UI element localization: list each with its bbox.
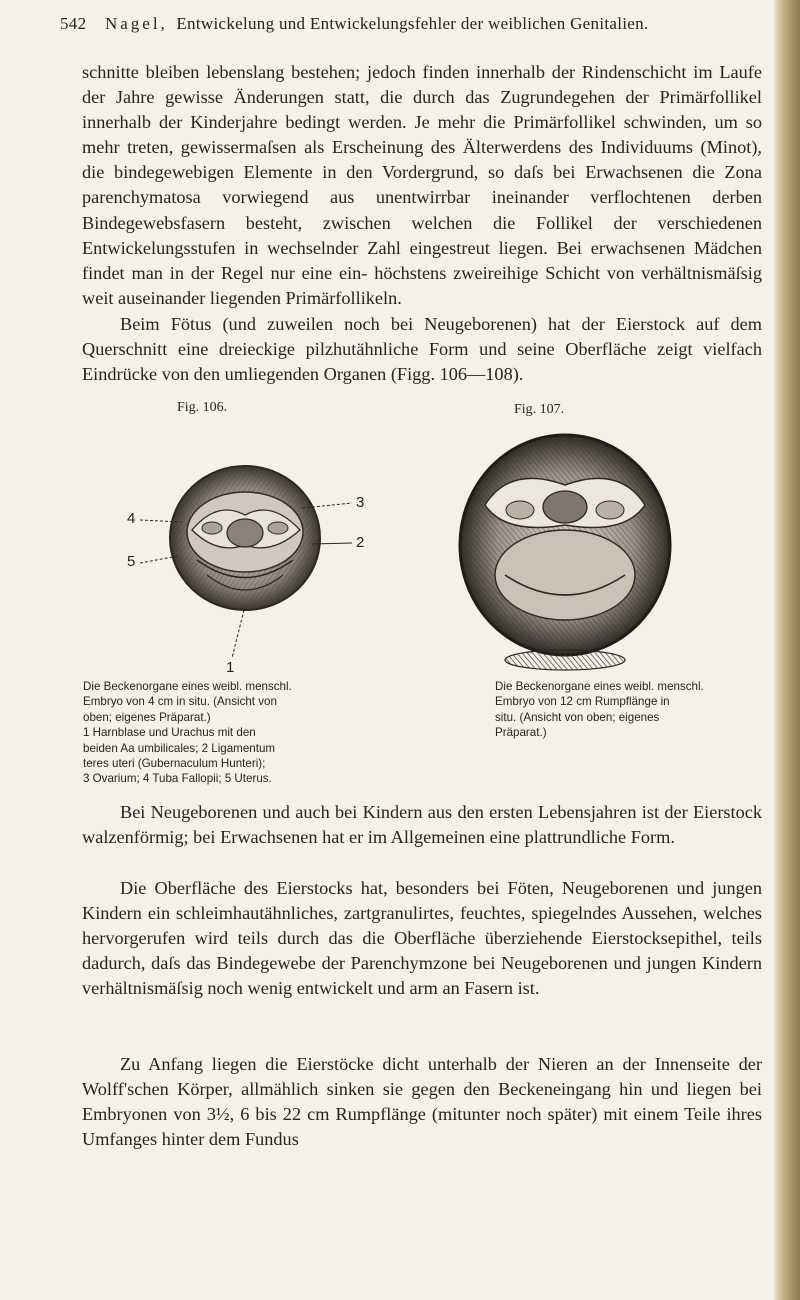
fig-107-caption-line: situ. (Ansicht von oben; eigenes xyxy=(495,710,660,724)
fig-106-caption-line: teres uteri (Gubernaculum Hunteri); xyxy=(83,757,266,771)
paragraph-4: Die Oberfläche des Eierstocks hat, besonders bei Föten, Neugeborenen und jungen Kindern ein schleimhautähnliches, zartgranulirtes, feuchtes, spiegelndes Aussehen, welches hervorgerufen wird teils durch das die Oberfläche überziehende Eierstocksepithel, teils dadurch, daſs das Bindegewebe der Parenchymzone bei Neugeborenen und jungen Kindern verhältnismäſsig noch wenig entwickelt und arm an Fasern ist. xyxy=(82,878,762,999)
fig-106-callout-3: 3 xyxy=(356,494,365,511)
fig-106-callout-5: 5 xyxy=(127,553,136,570)
fig-106-callout-1: 1 xyxy=(226,659,235,676)
fig-106-caption-line: 3 Ovarium; 4 Tuba Fallopii; 5 Uterus. xyxy=(83,772,272,786)
fig-106-caption-line: 1 Harnblase und Urachus mit den xyxy=(83,726,256,740)
fig-106-caption-line: Embryo von 4 cm in situ. (Ansicht von xyxy=(83,695,277,709)
paragraph-2: Beim Fötus (und zuweilen noch bei Neugeborenen) hat der Eierstock auf dem Querschnitt eine dreieckige pilzhutähnliche Form und seine Oberfläche zeigt vielfach Eindrücke von den umliegenden Organen (Figg. 106—108). xyxy=(82,314,762,385)
fig-107-caption-line: Die Beckenorgane eines weibl. menschl. xyxy=(495,680,704,693)
header-author: Nagel, xyxy=(104,14,168,33)
fig-106-label: Fig. 106. xyxy=(177,400,228,415)
page-edge-shadow xyxy=(774,0,800,1300)
fig-107-caption-line: Präparat.) xyxy=(495,726,547,740)
paragraph-5: Zu Anfang liegen die Eierstöcke dicht unterhalb der Nieren an der Innenseite der Wolff'schen Körper, allmählich sinken sie gegen den Beckeneingang hin und liegen bei Embryonen von 3½, 6 bis 22 cm Rumpflänge (mitunter noch später) mit einem Teile ihres Umfanges hinter dem Fundus xyxy=(82,1054,762,1150)
fig-106-caption-line: oben; eigenes Präparat.) xyxy=(83,710,211,724)
fig-106-caption xyxy=(83,679,292,787)
fig-106-callout-4: 4 xyxy=(127,510,136,527)
fig-106-illustration xyxy=(112,420,382,670)
fig-107-label: Fig. 107. xyxy=(514,402,565,417)
paragraph-1: schnitte bleiben lebenslang bestehen; jedoch finden innerhalb der Rindenschicht im Laufe der Jahre gewisse Änderungen statt, die durch das Zugrundegehen der Primärfollikel innerhalb der Kinderjahre bedingt werden. Je mehr die Primärfollikel schwinden, um so mehr treten, gewissermaſsen als Erscheinung des Älterwerdens des Individuums (Minot), die bindegewebigen Elemente in den Vordergrund, so daſs bei Erwachsenen die Zona parenchymatosa vorwiegend aus unentwirrbar ineinander verflochtenen derben Bindegewebsfasern besteht, zwischen welchen die Follikel der verschiedenen Entwickelungsstufen in wechselnder Zahl eingestreut liegen. Bei erwachsenen Mädchen findet man in der Regel nur eine ein- höchstens zweireihige Schicht von verhältnismäſsig weit auseinander liegenden Primärfollikeln. xyxy=(82,62,762,308)
fig-106-caption-line: beiden Aa umbilicales; 2 Ligamentum xyxy=(83,741,276,755)
fig-106-callout-2: 2 xyxy=(356,534,365,551)
fig-107-caption-line: Embryo von 12 cm Rumpflänge in xyxy=(495,695,670,709)
header-title: Entwickelung und Entwickelungsfehler der weiblichen Genitalien. xyxy=(176,14,649,33)
paragraph-3: Bei Neugeborenen und auch bei Kindern aus den ersten Lebensjahren ist der Eierstock walzenförmig; bei Erwachsenen hat er im Allgemeinen eine plattrundliche Form. xyxy=(82,802,762,848)
running-header xyxy=(60,14,750,34)
fig-107-caption xyxy=(495,679,704,741)
fig-107-illustration xyxy=(440,425,690,675)
page-number: 542 xyxy=(60,14,87,33)
fig-106-caption-line: Die Beckenorgane eines weibl. menschl. xyxy=(83,680,292,693)
